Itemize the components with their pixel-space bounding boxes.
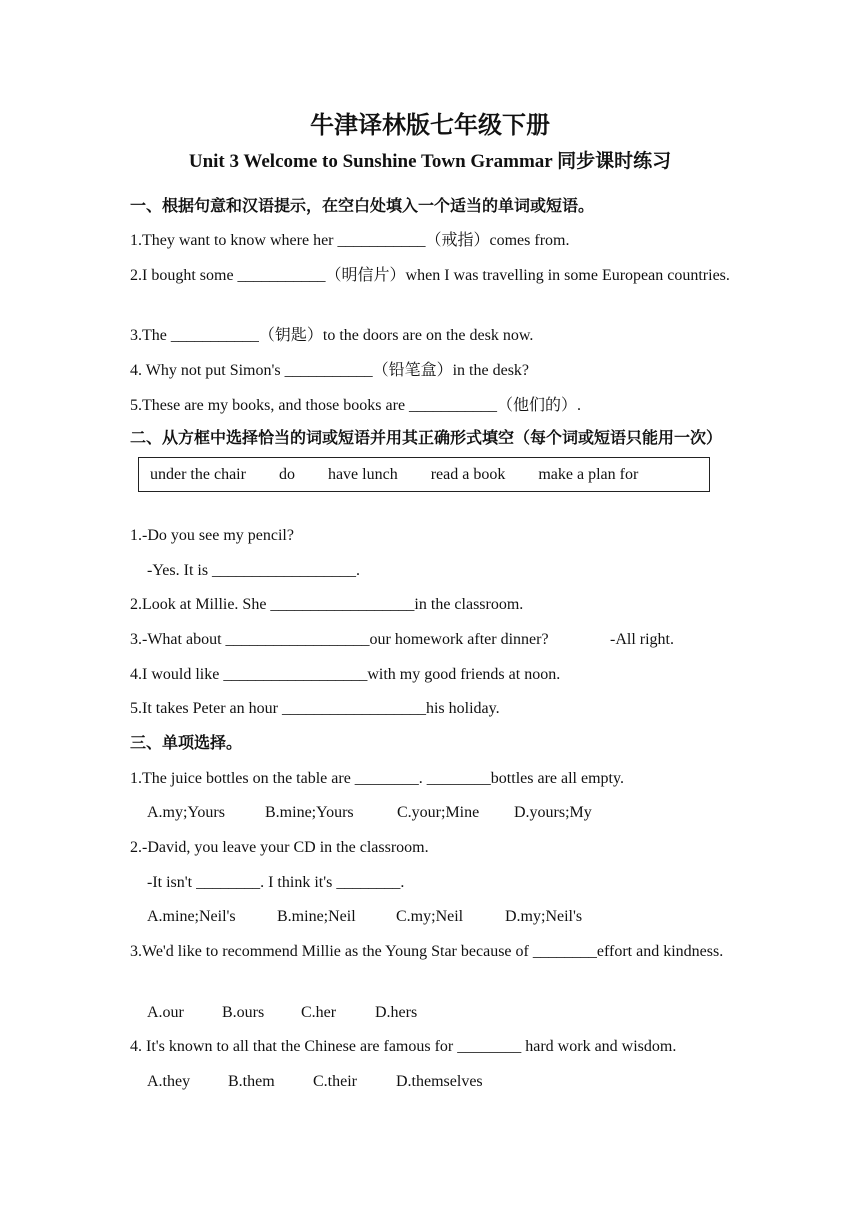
s2-question-1a: 1.-Do you see my pencil? [130, 527, 294, 544]
option: C.my;Neil [396, 908, 464, 925]
option: B.mine;Neil [277, 908, 356, 925]
s3-question-3: 3.We'd like to recommend Millie as the Young Star because of ________effort and kindness. [130, 943, 724, 960]
option: B.ours [222, 1004, 265, 1021]
option: A.mine;Neil's [147, 908, 236, 925]
option: D.hers [375, 1004, 418, 1021]
option: D.themselves [396, 1073, 483, 1090]
page-subtitle: Unit 3 Welcome to Sunshine Town Grammar 同步课时练习 [188, 151, 672, 172]
s2-question-4: 4.I would like __________________with my good friends at noon. [130, 666, 561, 683]
option: A.our [147, 1004, 184, 1021]
option: C.her [301, 1004, 337, 1021]
s1-question-4: 4. Why not put Simon's ___________（铅笔盒）in the desk? [130, 362, 530, 379]
s3-question-1-options [147, 803, 592, 823]
word-box [138, 457, 710, 492]
s3-question-2a: 2.-David, you leave your CD in the classroom. [130, 839, 429, 856]
s3-question-4: 4. It's known to all that the Chinese are famous for ________ hard work and wisdom. [130, 1038, 677, 1055]
s1-question-3: 3.The ___________（钥匙）to the doors are on the desk now. [130, 327, 534, 344]
page-title: 牛津译林版七年级下册 [310, 113, 550, 139]
option: A.they [147, 1073, 191, 1090]
option: D.my;Neil's [505, 908, 583, 925]
section1-heading: 一、根据句意和汉语提示，在空白处填入一个适当的单词或短语。 [130, 198, 595, 215]
s2-question-5: 5.It takes Peter an hour __________________his holiday. [130, 700, 500, 717]
option: B.them [228, 1073, 275, 1090]
option: B.mine;Yours [265, 804, 354, 821]
option: C.your;Mine [397, 804, 480, 821]
option: D.yours;My [514, 804, 592, 821]
s3-question-2b: -It isn't ________. I think it's ________. [147, 874, 405, 891]
s3-question-4-options [147, 1072, 483, 1092]
word-box-item: make a plan for [538, 465, 639, 483]
s3-question-1: 1.The juice bottles on the table are ________. ________bottles are all empty. [130, 770, 624, 787]
s3-question-3-options [147, 1003, 417, 1023]
word-box-item: do [278, 465, 295, 483]
s1-question-2: 2.I bought some ___________（明信片）when I was travelling in some European countries. [130, 267, 730, 284]
s2-question-3-reply: -All right. [610, 631, 674, 648]
s1-question-5: 5.These are my books, and those books are ___________（他们的）. [130, 397, 582, 414]
s3-question-2-options [147, 907, 582, 927]
word-box-item: read a book [430, 465, 506, 483]
section3-heading: 三、单项选择。 [130, 735, 243, 752]
s2-question-2: 2.Look at Millie. She __________________in the classroom. [130, 596, 524, 613]
s2-question-1b: -Yes. It is __________________. [147, 562, 361, 579]
word-box-item: under the chair [150, 465, 246, 483]
word-box-item: have lunch [327, 465, 398, 483]
option: A.my;Yours [147, 804, 225, 821]
option: C.their [313, 1073, 357, 1090]
section2-heading: 二、从方框中选择恰当的词或短语并用其正确形式填空（每个词或短语只能用一次） [130, 430, 723, 447]
s1-question-1: 1.They want to know where her ___________（戒指）comes from. [130, 232, 570, 249]
s2-question-3: 3.-What about __________________our homework after dinner? [130, 631, 549, 648]
